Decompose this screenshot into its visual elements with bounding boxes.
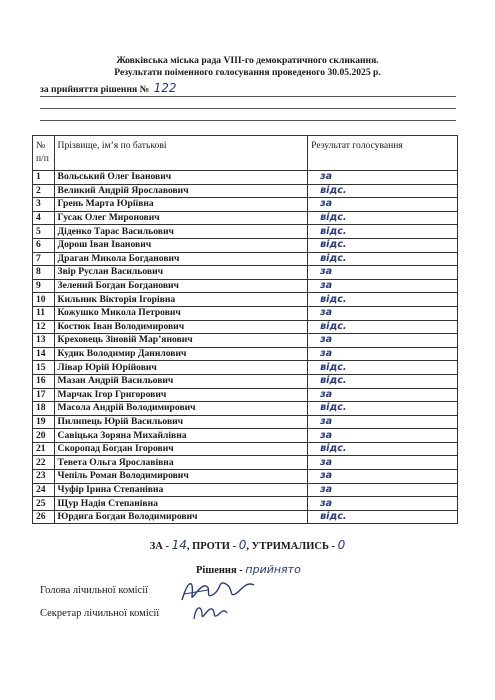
table-row [33, 510, 458, 524]
row-number: 15 [33, 361, 55, 375]
row-number: 10 [33, 293, 55, 307]
member-name: Лівар Юрій Юрійович [54, 361, 308, 375]
table-row [33, 374, 458, 388]
table-row [33, 279, 458, 293]
member-name: Зелений Богдан Богданович [54, 279, 308, 293]
member-name: Пилипець Юрій Васильович [54, 415, 308, 429]
vote-result: за [308, 334, 458, 348]
table-row [33, 238, 458, 252]
table-row [33, 320, 458, 334]
table-row [33, 429, 458, 443]
table-row [33, 402, 458, 416]
chair-signature-label: Голова лічильної комісії [40, 585, 149, 596]
utrymalys-label: , УТРИМАЛИСЬ - [246, 541, 336, 552]
result-value: прийнято [245, 563, 301, 576]
row-number: 1 [33, 171, 55, 185]
row-number: 21 [33, 442, 55, 456]
table-row [33, 334, 458, 348]
table-row [33, 442, 458, 456]
vote-result: відс. [308, 361, 458, 375]
vote-result: за [308, 429, 458, 443]
decision-line [40, 81, 177, 95]
table-row [33, 415, 458, 429]
vote-result: за [308, 497, 458, 511]
table-row [33, 456, 458, 470]
decision-result [196, 563, 301, 576]
vote-result: за [308, 266, 458, 280]
table-row [33, 361, 458, 375]
member-name: Мазан Андрій Васильович [54, 374, 308, 388]
vote-totals [0, 538, 495, 552]
member-name: Щур Надія Степанівна [54, 497, 308, 511]
vote-result: відс. [308, 211, 458, 225]
row-number: 3 [33, 198, 55, 212]
blank-line [40, 96, 456, 97]
vote-result: за [308, 388, 458, 402]
vote-result: за [308, 470, 458, 484]
table-row [33, 497, 458, 511]
member-name: Діденко Тарас Васильович [54, 225, 308, 239]
row-number: 11 [33, 306, 55, 320]
row-number: 23 [33, 470, 55, 484]
table-row [33, 470, 458, 484]
col-number-header: № п/п [33, 136, 55, 171]
row-number: 26 [33, 510, 55, 524]
vote-result: відс. [308, 293, 458, 307]
member-name: Юрдига Богдан Володимирович [54, 510, 308, 524]
table-row [33, 266, 458, 280]
table-row [33, 171, 458, 185]
row-number: 9 [33, 279, 55, 293]
member-name: Кожушко Микола Петрович [54, 306, 308, 320]
row-number: 13 [33, 334, 55, 348]
row-number: 22 [33, 456, 55, 470]
row-number: 17 [33, 388, 55, 402]
proty-label: , ПРОТИ - [186, 541, 237, 552]
decision-number: 122 [153, 81, 177, 95]
vote-result: відс. [308, 225, 458, 239]
vote-result: за [308, 198, 458, 212]
row-number: 19 [33, 415, 55, 429]
row-number: 16 [33, 374, 55, 388]
table-row [33, 388, 458, 402]
vote-result: за [308, 347, 458, 361]
vote-rows [33, 171, 458, 524]
row-number: 4 [33, 211, 55, 225]
vote-result: за [308, 279, 458, 293]
vote-result: відс. [308, 374, 458, 388]
member-name: Кудик Володимир Данилович [54, 347, 308, 361]
utrymalys-value: 0 [337, 538, 346, 552]
row-number: 6 [33, 238, 55, 252]
row-number: 8 [33, 266, 55, 280]
row-number: 25 [33, 497, 55, 511]
row-number: 18 [33, 402, 55, 416]
secretary-signature-icon [190, 601, 230, 625]
row-number: 24 [33, 483, 55, 497]
decision-label: за прийняття рішення № [40, 84, 150, 95]
member-name: Костюк Іван Володимирович [54, 320, 308, 334]
member-name: Чуфір Ірина Степанівна [54, 483, 308, 497]
table-header-row [33, 136, 458, 171]
table-row [33, 211, 458, 225]
vote-table [32, 135, 458, 524]
member-name: Звір Руслан Васильович [54, 266, 308, 280]
member-name: Вольський Олег Іванович [54, 171, 308, 185]
row-number: 5 [33, 225, 55, 239]
vote-result: відс. [308, 184, 458, 198]
vote-result: відс. [308, 238, 458, 252]
member-name: Дорош Іван Іванович [54, 238, 308, 252]
blank-line [40, 120, 456, 121]
member-name: Масола Андрій Володимирович [54, 402, 308, 416]
row-number: 12 [33, 320, 55, 334]
za-value: 14 [171, 538, 187, 552]
vote-result: відс. [308, 320, 458, 334]
col-name-header: Прізвище, ім’я по батькові [54, 136, 308, 171]
table-row [33, 252, 458, 266]
col-result-header: Результат голосування [308, 136, 458, 171]
vote-result: за [308, 171, 458, 185]
vote-result: за [308, 483, 458, 497]
row-number: 20 [33, 429, 55, 443]
member-name: Великий Андрій Ярославович [54, 184, 308, 198]
member-name: Драган Микола Богданович [54, 252, 308, 266]
member-name: Гусак Олег Миронович [54, 211, 308, 225]
member-name: Креховець Зіновій Мар’янович [54, 334, 308, 348]
vote-result: за [308, 415, 458, 429]
row-number: 2 [33, 184, 55, 198]
row-number: 14 [33, 347, 55, 361]
member-name: Тевета Ольга Ярославівна [54, 456, 308, 470]
vote-results-header: Результати поіменного голосування проведеного 30.05.2025 р. [114, 67, 381, 78]
za-label: ЗА - [149, 541, 169, 552]
blank-line [40, 108, 456, 109]
member-name: Савіцька Зоряна Михайлівна [54, 429, 308, 443]
council-header: Жовківська міська рада VIII-го демократичного скликання. [116, 55, 379, 66]
member-name: Грень Марта Юріївна [54, 198, 308, 212]
vote-result: за [308, 456, 458, 470]
vote-result: відс. [308, 442, 458, 456]
vote-result: відс. [308, 402, 458, 416]
table-row [33, 293, 458, 307]
member-name: Кильник Вікторія Ігорівна [54, 293, 308, 307]
secretary-signature-label: Секретар лічильної комісії [40, 608, 160, 619]
table-row [33, 225, 458, 239]
member-name: Чепіль Роман Володимирович [54, 470, 308, 484]
table-row [33, 306, 458, 320]
table-row [33, 483, 458, 497]
vote-result: за [308, 306, 458, 320]
vote-result: відс. [308, 252, 458, 266]
table-row [33, 347, 458, 361]
result-label: Рішення - [196, 565, 243, 576]
row-number: 7 [33, 252, 55, 266]
member-name: Скоропад Богдан Ігорович [54, 442, 308, 456]
table-row [33, 198, 458, 212]
proty-value: 0 [238, 538, 247, 552]
vote-result: відс. [308, 510, 458, 524]
table-row [33, 184, 458, 198]
member-name: Марчак Ігор Григорович [54, 388, 308, 402]
